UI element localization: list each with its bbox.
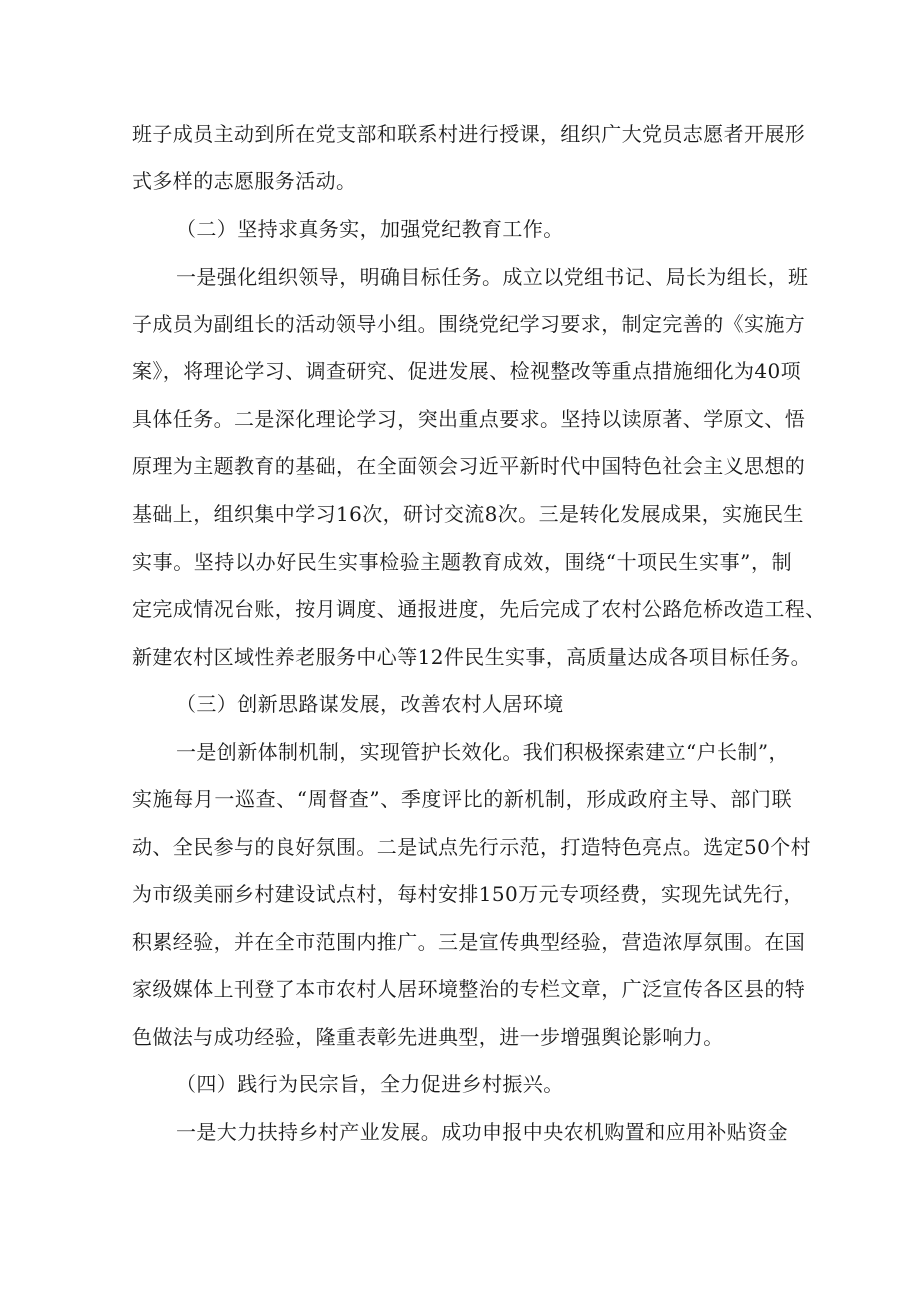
section-heading: （三）创新思路谋发展，改善农村人居环境 <box>176 692 564 716</box>
text-line: 具体任务。二是深化理论学习，突出重点要求。坚持以读原著、学原文、悟 <box>132 407 806 431</box>
text-line: 动、全民参与的良好氛围。二是试点先行示范，打造特色亮点。选定50个村 <box>132 835 812 859</box>
text-line: 一是创新体制机制，实现管护长效化。我们积极探索建立“户长制”， <box>176 740 789 764</box>
text-line: 积累经验，并在全市范围内推广。三是宣传典型经验，营造浓厚氛围。在国 <box>132 930 806 954</box>
section-heading: （二）坚持求真务实，加强党纪教育工作。 <box>176 217 564 241</box>
text-line: 原理为主题教育的基础，在全面领会习近平新时代中国特色社会主义思想的 <box>132 454 806 478</box>
text-line: 一是强化组织领导，明确目标任务。成立以党组书记、局长为组长，班 <box>176 265 809 289</box>
text-line: 班子成员主动到所在党支部和联系村进行授课，组织广大党员志愿者开展形 <box>132 122 806 146</box>
text-line: 子成员为副组长的活动领导小组。围绕党纪学习要求，制定完善的《实施方 <box>132 312 806 336</box>
text-line: 一是大力扶持乡村产业发展。成功申报中央农机购置和应用补贴资金 <box>176 1120 788 1144</box>
text-line: 新建农村区域性养老服务中心等12件民生实事，高质量达成各项目标任务。 <box>132 645 812 669</box>
text-line: 实事。坚持以办好民生实事检验主题教育成效，围绕“十项民生实事”，制 <box>132 550 792 574</box>
text-line: 为市级美丽乡村建设试点村，每村安排150万元专项经费，实现先试先行， <box>132 882 804 906</box>
text-line: 式多样的志愿服务活动。 <box>132 169 357 193</box>
section-heading: （四）践行为民宗旨，全力促进乡村振兴。 <box>176 1072 564 1096</box>
text-line: 家级媒体上刊登了本市农村人居环境整治的专栏文章，广泛宣传各区县的特 <box>132 977 806 1001</box>
text-line: 色做法与成功经验，隆重表彰先进典型，进一步增强舆论影响力。 <box>132 1025 724 1049</box>
text-line: 基础上，组织集中学习16次，研讨交流8次。三是转化发展成果，实施民生 <box>132 502 804 526</box>
text-line: 定完成情况台账，按月调度、通报进度，先后完成了农村公路危桥改造工程、 <box>132 597 826 621</box>
text-line: 案》，将理论学习、调查研究、促进发展、检视整改等重点措施细化为40项 <box>132 359 802 383</box>
text-line: 实施每月一巡查、“周督查”、季度评比的新机制，形成政府主导、部门联 <box>132 787 792 811</box>
